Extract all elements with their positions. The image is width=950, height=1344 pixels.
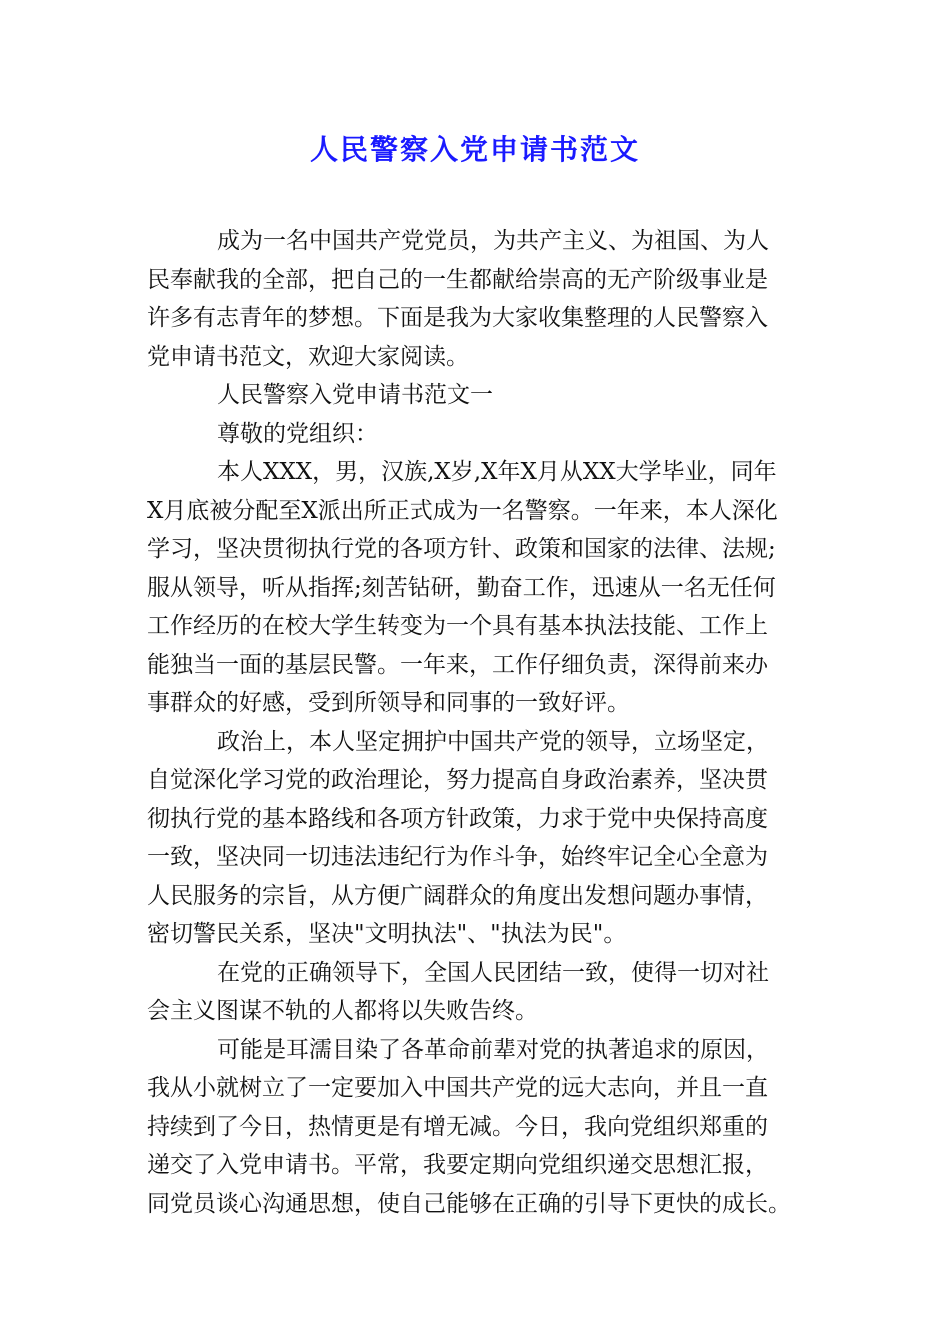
text-line: 尊敬的党组织： (217, 420, 378, 447)
text-line: 同党员谈心沟通思想，使自己能够在正确的引导下更快的成长。 (147, 1190, 791, 1217)
document-title: 人民警察入党申请书范文 (309, 133, 640, 166)
text-line: 许多有志青年的梦想。下面是我为大家收集整理的人民警察入 (147, 305, 768, 331)
text-line: 人民警察入党申请书范文一 (217, 382, 493, 408)
text-line: 成为一名中国共产党党员，为共产主义、为祖国、为人 (217, 228, 769, 254)
text-line: 持续到了今日，热情更是有增无减。今日，我向党组织郑重的 (147, 1113, 768, 1140)
text-line: 政治上，本人坚定拥护中国共产党的领导，立场坚定， (217, 728, 769, 755)
text-line: 本人XXX，男，汉族,X岁,X年X月从XX大学毕业，同年 (217, 459, 777, 485)
text-line: 服从领导，听从指挥;刻苦钻研，勤奋工作，迅速从一名无任何 (147, 574, 776, 601)
text-line: 一致，坚决同一切违法违纪行为作斗争，始终牢记全心全意为 (147, 844, 768, 870)
text-line: 彻执行党的基本路线和各项方针政策，力求于党中央保持高度 (147, 805, 768, 832)
text-line: 自觉深化学习党的政治理论，努力提高自身政治素养，坚决贯 (147, 767, 768, 793)
document-body (147, 222, 807, 1223)
text-line: 会主义图谋不轨的人都将以失败告终。 (147, 998, 538, 1024)
text-line: 民奉献我的全部，把自己的一生都献给崇高的无产阶级事业是 (147, 266, 768, 293)
text-line: 事群众的好感，受到所领导和同事的一致好评。 (147, 690, 630, 716)
text-line: 递交了入党申请书。平常，我要定期向党组织递交思想汇报， (147, 1152, 768, 1178)
text-line: 我从小就树立了一定要加入中国共产党的远大志向，并且一直 (147, 1075, 768, 1101)
text-line: X月底被分配至X派出所正式成为一名警察。一年来，本人深化 (147, 497, 778, 524)
text-line: 能独当一面的基层民警。一年来，工作仔细负责，深得前来办 (147, 651, 768, 678)
text-line: 可能是耳濡目染了各革命前辈对党的执著追求的原因， (217, 1036, 769, 1063)
text-line: 在党的正确领导下，全国人民团结一致，使得一切对社 (217, 959, 769, 986)
text-line: 党申请书范文，欢迎大家阅读。 (147, 343, 469, 370)
text-line: 工作经历的在校大学生转变为一个具有基本执法技能、工作上 (147, 613, 768, 639)
text-line: 人民服务的宗旨，从方便广阔群众的角度出发想问题办事情， (147, 882, 768, 909)
text-line: 密切警民关系，坚决"文明执法"、"执法为民"。 (147, 921, 627, 947)
text-line: 学习，坚决贯彻执行党的各项方针、政策和国家的法律、法规; (147, 536, 776, 562)
